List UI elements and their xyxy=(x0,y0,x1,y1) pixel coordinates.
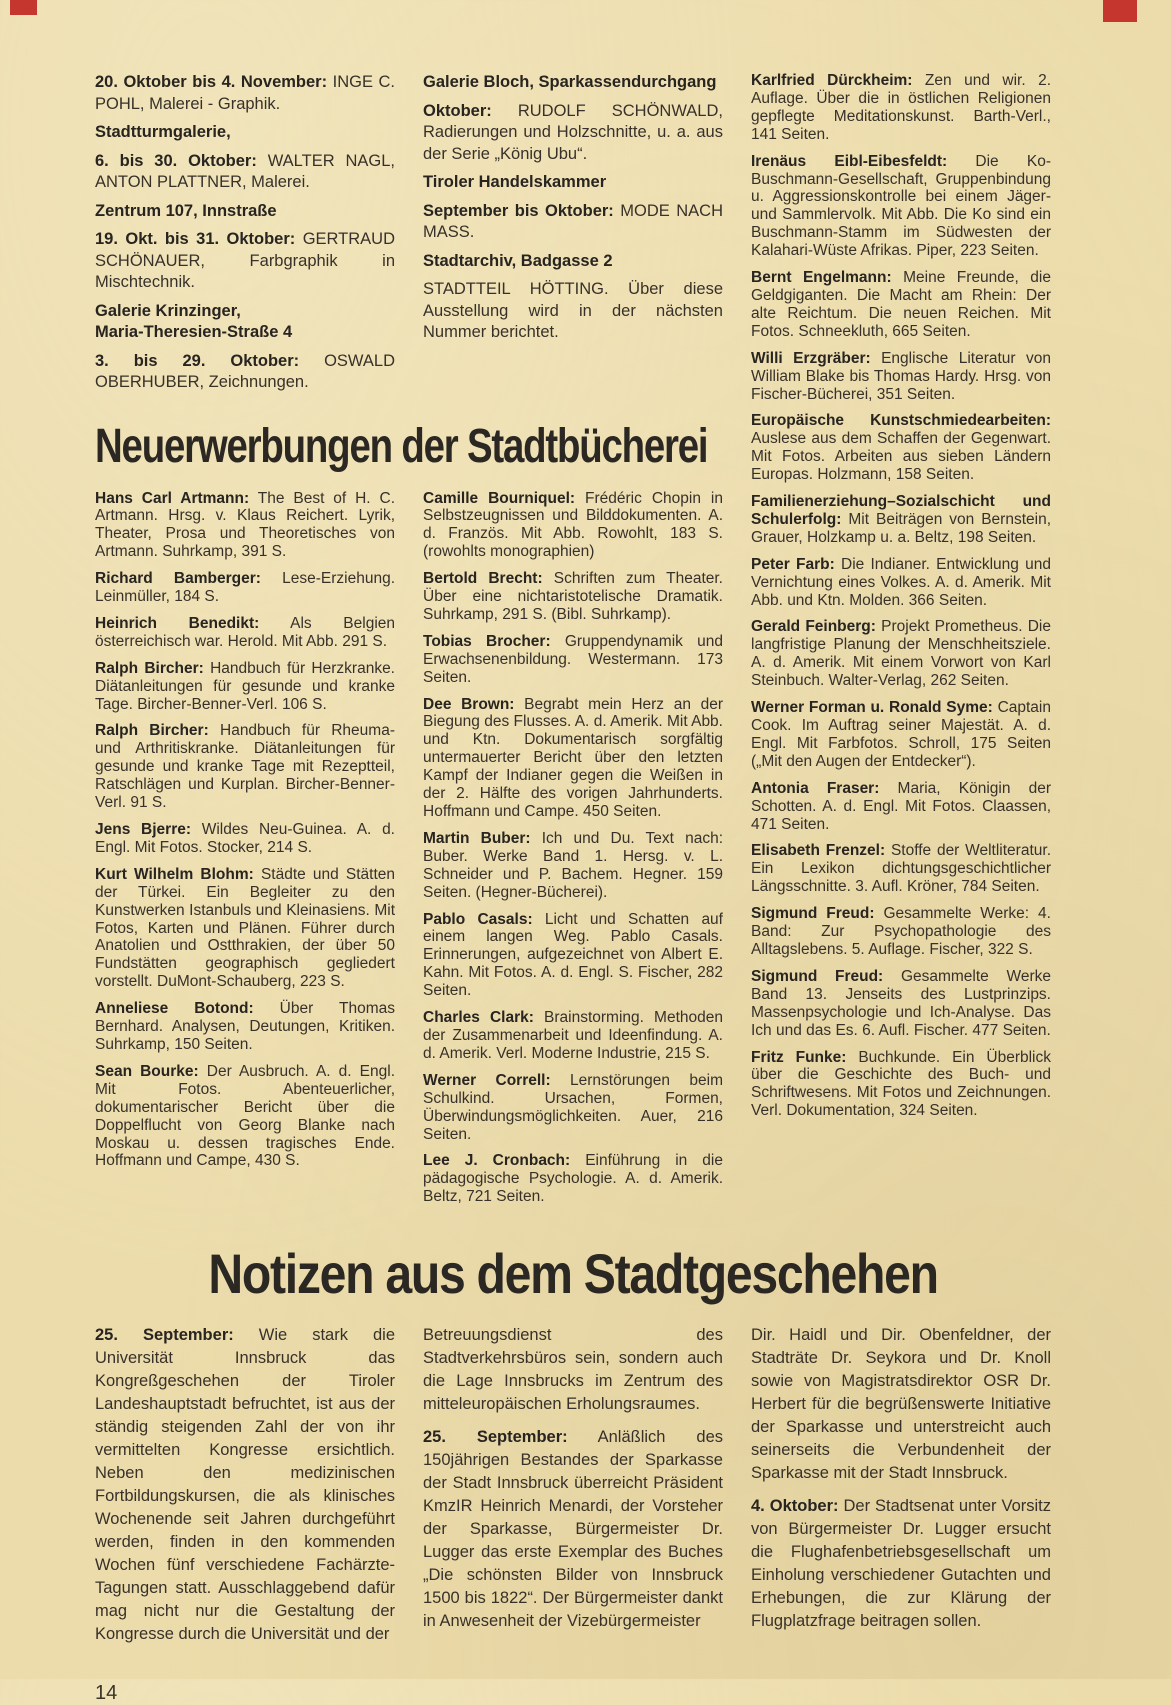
entry: Peter Farb: Die Indianer. Entwicklung und Vernichtung eines Volkes. A. d. Amerik. Mit Abb. und Ktn. Molden. 366 Seiten. xyxy=(751,555,1051,609)
entry: 20. Oktober bis 4. November: INGE C. POHL, Malerei - Graphik. xyxy=(95,73,395,113)
entry: Tobias Brocher: Gruppendynamik und Erwachsenenbildung. Westermann. 173 Seiten. xyxy=(423,632,723,686)
entry: Heinrich Benedikt: Als Belgien österreichisch war. Herold. Mit Abb. 291 S. xyxy=(95,614,396,650)
entry: Jens Bjerre: Wildes Neu-Guinea. A. d. Engl. Mit Fotos. Stocker, 214 S. xyxy=(95,821,395,856)
entry: Sigmund Freud: Gesammelte Werke Band 13. Jenseits des Lustprinzips. Massenpsychologie und Ich-Analyse. Das Ich und das Es. 6. Aufl. Fischer. 477 Seiten. xyxy=(751,967,1052,1039)
notes-headline xyxy=(95,1241,1051,1306)
entry: Karlfried Dürckheim: Zen und wir. 2. Auflage. Über die in östlichen Religionen gepflegte Meditationskunst. Barth-Verl., 141 Seiten. xyxy=(751,72,1052,143)
entry: Kurt Wilhelm Blohm: Städte und Stätten der Türkei. Ein Begleiter zu den Kunstwerken Istanbuls und Kleinasiens. Mit Fotos, Karten und Plänen. Führer durch Anatolien und Ostthrakien, der über 50 Fundstätten geographisch gegliedert vorstellt. DuMont-Schauberg, 223 S. xyxy=(95,865,395,991)
entry: September bis Oktober: MODE NACH MASS. xyxy=(423,201,723,241)
entry: Irenäus Eibl-Eibesfeldt: Die Ko-Buschmann-Gesellschaft, Gruppenbindung u. Aggressionskontrolle bei einem Jäger- und Sammlervolk. Mit Abb. Die Ko sind ein Buschmann-Stamm im Südwesten der Kalahari-Wüste Afrikas. Piper, 223 Seiten. xyxy=(751,152,1051,260)
entry: Bertold Brecht: Schriften zum Theater. Über eine nichtaristotelische Dramatik. Suhrkamp, 291 S. (Bibl. Suhrkamp). xyxy=(423,570,723,623)
entry: 25. September: Wie stark die Universität Innsbruck das Kongreßgeschehen der Tiroler Landeshauptstadt befruchtet, ist aus der ständig steigenden Zahl der von ihr vermittelten Kongresse ersichtlich. Neben den medizinischen Fortbildungskursen, die als klinisches Wochenende seit Jahren durchgeführt werden, finden in den kommenden Wochen fünf verschiedene Fachärzte-Tagungen statt. Ausschlaggebend dafür mag nicht nur die Gestaltung der Kongresse durch die Universität und der xyxy=(95,1326,395,1644)
gallery-column-2 xyxy=(423,72,723,401)
entry: Richard Bamberger: Lese-Erziehung. Leinmüller, 184 S. xyxy=(95,570,396,606)
registration-mark-right xyxy=(1103,0,1137,22)
entry: Dir. Haidl und Dir. Obenfeldner, der Stadträte Dr. Seykora und Dr. Knoll sowie von Magistratsdirektor OSR Dr. Herbert für die begrüßenswerte Initiative der Sparkasse und unterstreicht auch seinerseits die Verbundenheit der Sparkasse mit der Stadt Innsbruck. xyxy=(751,1326,1051,1483)
entry: Willi Erzgräber: Englische Literatur von William Blake bis Thomas Hardy. Hrsg. von Fischer-Bücherei, 351 Seiten. xyxy=(751,349,1051,403)
entry: Gerald Feinberg: Projekt Prometheus. Die langfristige Planung der Menschheitsziele. A. d. Amerik. Mit einem Vorwort von Karl Steinbuch. Walter-Verlag, 262 Seiten. xyxy=(751,618,1051,690)
entry: Anneliese Botond: Über Thomas Bernhard. Analysen, Deutungen, Kritiken. Suhrkamp, 150 Seiten. xyxy=(95,1000,395,1053)
entry: Bernt Engelmann: Meine Freunde, die Geldgiganten. Die Macht am Rhein: Der alte Reichtum. Die neuen Reichen. Mit Fotos. Schneekluth, 665 Seiten. xyxy=(751,269,1051,340)
entry: Pablo Casals: Licht und Schatten auf einem langen Weg. Pablo Casals. Erinnerungen, aufgezeichnet von Albert E. Kahn. Mit Fotos. A. d. Engl. S. Fischer, 282 Seiten. xyxy=(423,910,723,1000)
entry: 6. bis 30. Oktober: WALTER NAGL, ANTON PLATTNER, Malerei. xyxy=(95,151,395,191)
library-column-2 xyxy=(423,490,723,1216)
entry: 4. Oktober: Der Stadtsenat unter Vorsitz von Bürgermeister Dr. Lugger ersucht die Flughafenbetriebsgesellschaft um Einholung verschiedener Gutachten und Erhebungen, die zur Klärung der Flugplatzfrage beitragen sollen. xyxy=(751,1497,1052,1631)
entry: Martin Buber: Ich und Du. Text nach: Buber. Werke Band 1. Hersg. v. L. Schneider und P. Bachem. Hegner. 159 Seiten. (Hegner-Bücherei). xyxy=(423,829,724,901)
entry: Charles Clark: Brainstorming. Methoden der Zusammenarbeit und Ideenfindung. A. d. Amerik. Verl. Moderne Industrie, 215 S. xyxy=(423,1009,723,1062)
entry: Antonia Fraser: Maria, Königin der Schotten. A. d. Engl. Mit Fotos. Claassen, 471 Seiten. xyxy=(751,779,1051,833)
entry: Europäische Kunstschmiedearbeiten: Auslese aus dem Schaffen der Gegenwart. Mit Fotos. Arbeiten aus sieben Ländern Europas. Holzmann, 158 Seiten. xyxy=(751,412,1051,484)
gallery-column-1 xyxy=(95,72,395,401)
upper-section xyxy=(95,72,1051,1215)
notes-column-3 xyxy=(751,1324,1051,1656)
notes-section xyxy=(95,1324,1051,1656)
entry: Ralph Bircher: Handbuch für Herzkranke. Diätanleitungen für gesunde und kranke Tage. Bircher-Benner-Verl. 106 S. xyxy=(95,659,395,713)
registration-mark-left xyxy=(10,0,37,15)
library-headline-text: Neuerwerbungen der Stadtbücherei xyxy=(95,419,708,473)
library-listings xyxy=(95,490,723,1216)
notes-column-2 xyxy=(423,1324,723,1656)
entry: Sean Bourke: Der Ausbruch. A. d. Engl. Mit Fotos. Abenteuerlicher, dokumentarischer Bericht über die Doppelflucht von Georg Blanke nach Moskau u. dessen tragisches Ende. Hoffmann und Campe, 430 S. xyxy=(95,1062,395,1170)
entry: Dee Brown: Begrabt mein Herz an der Biegung des Flusses. A. d. Amerik. Mit Abb. und Ktn. Dokumentarisch sorgfältig untermauerter Bericht über den letzten Kampf der Indianer gegen die Weißen in der 2. Hälfte des vorigen Jahrhunderts. Hoffmann und Campe. 450 Seiten. xyxy=(423,695,723,820)
entry: Zentrum 107, Innstraße xyxy=(95,201,277,220)
entry: Oktober: RUDOLF SCHÖNWALD, Radierungen und Holzschnitte, u. a. aus der Serie „König Ubu“. xyxy=(423,101,723,163)
entry: Camille Bourniquel: Frédéric Chopin in Selbstzeugnissen und Bilddokumenten. A. d. Französ. Mit Abb. Rowohlt, 183 S. (rowohlts monographien) xyxy=(423,489,723,561)
entry: Familienerziehung–Sozialschicht und Schulerfolg: Mit Beiträgen von Bernstein, Grauer, Holzkamp u. a. Beltz, 198 Seiten. xyxy=(751,493,1051,546)
gallery-listings xyxy=(95,72,723,401)
entry: 19. Okt. bis 31. Oktober: GERTRAUD SCHÖNAUER, Farbgraphik in Mischtechnik. xyxy=(95,230,395,291)
entry: 3. bis 29. Oktober: OSWALD OBERHUBER, Zeichnungen. xyxy=(95,351,395,391)
entry: Sigmund Freud: Gesammelte Werke: 4. Band: Zur Psychopathologie des Alltagslebens. 5. Auflage. Fischer, 322 S. xyxy=(751,905,1051,958)
entry: Lee J. Cronbach: Einführung in die pädagogische Psychologie. A. d. Amerik. Beltz, 721 Seiten. xyxy=(423,1152,723,1206)
entry: Elisabeth Frenzel: Stoffe der Weltliteratur. Ein Lexikon dichtungsgeschichtlicher Längsschnitte. 3. Aufl. Kröner, 784 Seiten. xyxy=(751,842,1051,896)
library-column-1 xyxy=(95,490,395,1216)
entry: Werner Correll: Lernstörungen beim Schulkind. Ursachen, Formen, Überwindungsmöglichkeiten. Auer, 216 Seiten. xyxy=(423,1071,723,1143)
notes-column-1 xyxy=(95,1324,395,1656)
entry: Fritz Funke: Buchkunde. Ein Überblick über die Geschichte des Buch- und Schriftwesens. Mit Fotos und Zeichnungen. Verl. Dokumentation, 324 Seiten. xyxy=(751,1048,1051,1120)
entry: Betreuungsdienst des Stadtverkehrsbüros sein, sondern auch die Lage Innsbrucks im Zentrum des mitteleuropäischen Erholungsraumes. xyxy=(423,1326,723,1414)
entry: 25. September: Anläßlich des 150jährigen Bestandes der Sparkasse der Stadt Innsbruck überreicht Präsident KmzIR Heinrich Menardi, der Vorsteher der Sparkasse, Bürgermeister Dr. Lugger das erste Exemplar des Buches „Die schönsten Bilder von Innsbruck 1500 bis 1822“. Der Bürgermeister dankt in Anwesenheit der Vizebürgermeister xyxy=(423,1428,723,1631)
library-column-3 xyxy=(751,72,1051,1215)
library-headline xyxy=(95,419,723,474)
entry: Ralph Bircher: Handbuch für Rheuma- und Arthritiskranke. Diätanleitungen für gesunde und kranke Tage mit Rezeptteil, Ratschlägen und Kurplan. Bircher-Benner-Verl. 91 S. xyxy=(95,722,395,812)
left-block xyxy=(95,72,723,1215)
entry: Tiroler Handelskammer xyxy=(423,173,607,191)
entry: STADTTEIL HÖTTING. Über diese Ausstellung wird in der nächsten Nummer berichtet. xyxy=(423,280,723,341)
entry: Galerie Bloch, Sparkassendurchgang xyxy=(423,73,717,91)
entry: Hans Carl Artmann: The Best of H. C. Artmann. Hrsg. v. Klaus Reichert. Lyrik, Theater, Prosa und Theoretisches von Artmann. Suhrkamp, 391 S. xyxy=(95,489,395,561)
entry: Stadtarchiv, Badgasse 2 xyxy=(423,251,613,270)
entry: Stadtturmgalerie, xyxy=(95,123,231,141)
page-number: 14 xyxy=(95,1682,118,1705)
entry: Galerie Krinzinger, Maria-Theresien-Straße 4 xyxy=(95,301,293,341)
entry: Werner Forman u. Ronald Syme: Captain Cook. Im Auftrag seiner Majestät. A. d. Engl. Mit Farbfotos. Schroll, 175 Seiten („Mit den Augen der Entdecker“). xyxy=(751,699,1051,770)
notes-headline-text: Notizen aus dem Stadtgeschehen xyxy=(208,1242,938,1306)
